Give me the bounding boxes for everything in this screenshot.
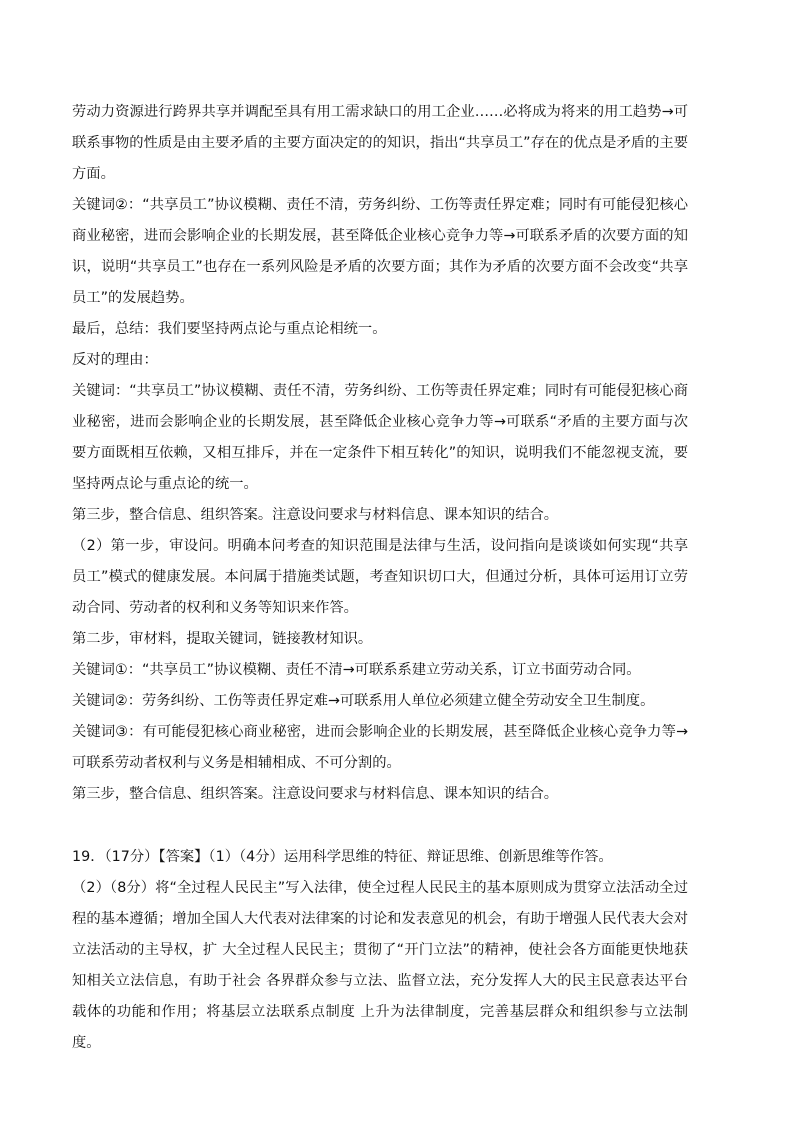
paragraph-q2-keyword-2: 关键词②：劳务纠纷、工伤等责任界定难→可联系用人单位必须建立健全劳动安全卫生制度。 [72,693,655,709]
paragraph-step-3: 第三步，整合信息、组织答案。注意设问要求与材料信息、课本知识的结合。 [72,507,559,523]
paragraph-q2-keyword-1: 关键词①：“共享员工”协议模糊、责任不清→可联系系建立劳动关系，订立书面劳动合同。 [72,662,641,678]
paragraph-q2-keyword-3: 关键词③：有可能侵犯核心商业秘密，进而会影响企业的长期发展，甚至降低企业核心竞争力等→可联系劳动者权利与义务是相辅相成、不可分割的。 [72,724,688,771]
paragraph-opposing-heading: 反对的理由： [72,352,158,368]
paragraph-q19-part-2: （2）（8分）将“全过程人民民主”写入法律，使全过程人民民主的基本原则成为贯穿立法活动全过程的基本遵循；增加全国人大代表对法律案的讨论和发表意见的机会，有助于增强人民代表大会对立法活动的主导权，扩 大全过程人民民主；贯彻了“开门立法”的精神，使社会各方面能更快地获知相关立法信息，有助于社会 各界群众参与立法、监督立法，充分发挥人大的民主民意表达平台载体的功能和作用；将基层立法联系点制度 上升为法律制度，完善基层群众和组织参与立法制度。 [72,880,688,1051]
paragraph-analysis-continued: 劳动力资源进行跨界共享并调配至具有用工需求缺口的用工企业……必将成为将来的用工趋势→可联系事物的性质是由主要矛盾的主要方面决定的的知识，指出“共享员工”存在的优点是矛盾的主要方面。 [72,104,688,182]
paragraph-q2-step-2: 第二步，审材料，提取关键词，链接教材知识。 [72,631,373,647]
paragraph-q2-step-3: 第三步，整合信息、组织答案。注意设问要求与材料信息、课本知识的结合。 [72,786,559,802]
paragraph-keyword-2: 关键词②：“共享员工”协议模糊、责任不清，劳务纠纷、工伤等责任界定难；同时有可能侵犯核心商业秘密，进而会影响企业的长期发展，甚至降低企业核心竞争力等→可联系矛盾的次要方面的知识，说明“共享员工”也存在一系列风险是矛盾的次要方面；其作为矛盾的次要方面不会改变“共享员工”的发展趋势。 [72,197,688,306]
paragraph-q19-answer: 19．（17分）【答案】（1）（4分）运用科学思维的特征、辩证思维、创新思维等作答。 [72,849,613,865]
paragraph-opposing-keyword: 关键词：“共享员工”协议模糊、责任不清，劳务纠纷、工伤等责任界定难；同时有可能侵犯核心商业秘密，进而会影响企业的长期发展，甚至降低企业核心竞争力等→可联系“矛盾的主要方面与次要方面既相互依赖，又相互排斥，并在一定条件下相互转化”的知识，说明我们不能忽视支流，要坚持两点论与重点论的统一。 [72,383,688,492]
paragraph-q2-step-1: （2）第一步，审设问。明确本问考查的知识范围是法律与生活，设问指向是谈谈如何实现“共享员工”模式的健康发展。本问属于措施类试题，考查知识切口大，但通过分析，具体可运用订立劳动合同、劳动者的权利和义务等知识来作答。 [72,538,688,616]
paragraph-summary: 最后，总结：我们要坚持两点论与重点论相统一。 [72,321,387,337]
